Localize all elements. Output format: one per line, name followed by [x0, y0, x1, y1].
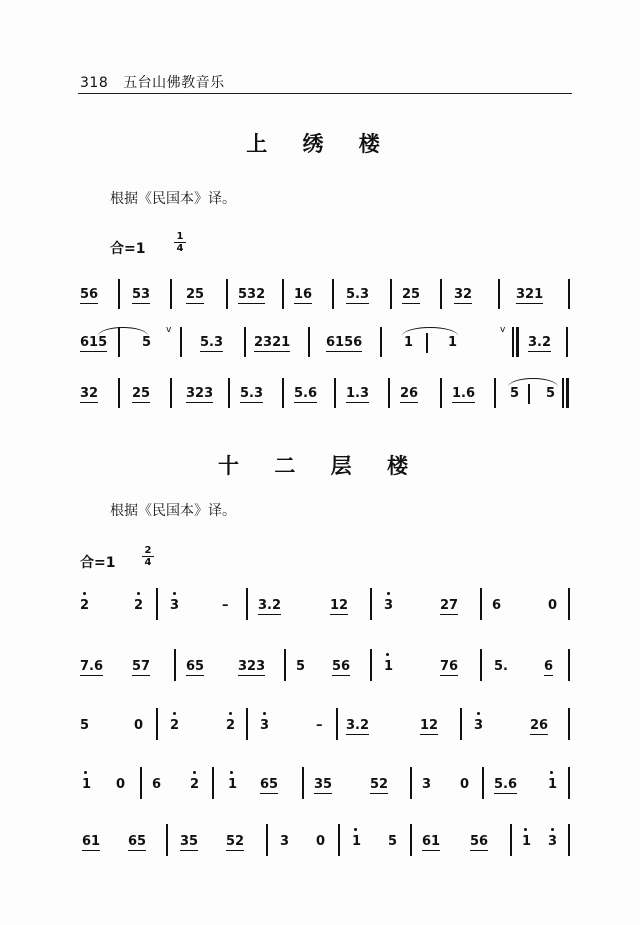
note-group: 52	[226, 834, 245, 849]
score-line	[0, 325, 640, 365]
note: 2	[134, 598, 144, 613]
piece-title: 十 二 层 楼	[218, 454, 422, 478]
barline	[170, 279, 172, 309]
time-signature	[142, 546, 154, 568]
note-group: 321	[516, 287, 544, 302]
barline	[410, 824, 412, 856]
note: 2	[170, 718, 180, 733]
barline	[480, 649, 482, 681]
note-group: 1.6	[452, 386, 476, 401]
barline	[266, 824, 268, 856]
note: 3	[280, 834, 290, 849]
octave-dot	[551, 828, 554, 831]
octave-dot	[354, 828, 357, 831]
note: 2	[190, 777, 200, 792]
end-repeat-barline	[566, 378, 569, 408]
repeat-barline	[516, 327, 519, 357]
barline	[568, 588, 570, 620]
note-group: 56	[80, 287, 99, 302]
time-signature-denominator: 4	[176, 243, 184, 254]
note: 1	[228, 777, 238, 792]
header-rule	[78, 93, 572, 94]
note-group: 3.2	[346, 718, 370, 733]
time-signature-denominator: 4	[144, 557, 152, 568]
note-group: 56	[470, 834, 489, 849]
score-line	[0, 777, 640, 807]
barline	[460, 708, 462, 740]
octave-dot	[477, 712, 480, 715]
note: 1	[352, 834, 362, 849]
note-group: 3.2	[528, 335, 552, 350]
score-line	[0, 287, 640, 317]
barline	[482, 767, 484, 799]
barline	[568, 767, 570, 799]
note-group: 5.6	[494, 777, 518, 792]
barline	[336, 708, 338, 740]
note-group: 32	[454, 287, 473, 302]
barline	[568, 649, 570, 681]
octave-dot	[193, 771, 196, 774]
dash: –	[316, 718, 323, 733]
barline	[388, 378, 390, 408]
note: 1	[384, 659, 394, 674]
note-group: 25	[402, 287, 421, 302]
note-group: 61	[82, 834, 101, 849]
barline	[170, 378, 172, 408]
book-title: 五台山佛教音乐	[123, 75, 225, 91]
note-group: 7.6	[80, 659, 104, 674]
barline	[390, 279, 392, 309]
time-signature	[174, 232, 186, 254]
octave-dot	[550, 771, 553, 774]
barline	[334, 378, 336, 408]
barline	[156, 588, 158, 620]
barline	[510, 824, 512, 856]
note: 5.	[494, 659, 508, 674]
note-group: 25	[132, 386, 151, 401]
barline	[440, 279, 442, 309]
time-signature-numerator: 1	[174, 232, 186, 243]
note: 1	[404, 335, 414, 350]
note: 5	[142, 335, 152, 350]
octave-dot	[137, 592, 140, 595]
note: 5	[296, 659, 306, 674]
note-group: 16	[294, 287, 313, 302]
barline	[118, 327, 120, 357]
note: 3	[474, 718, 484, 733]
barline	[226, 279, 228, 309]
note-group: 615	[80, 335, 108, 350]
barline	[568, 824, 570, 856]
barline	[338, 824, 340, 856]
barline	[370, 649, 372, 681]
source-note: 根据《民国本》译。	[110, 191, 236, 207]
barline	[308, 327, 310, 357]
note: 0	[316, 834, 326, 849]
barline	[246, 708, 248, 740]
note: 2	[226, 718, 236, 733]
barline	[494, 378, 496, 408]
barline	[118, 279, 120, 309]
barline	[480, 588, 482, 620]
barline	[246, 588, 248, 620]
note-group: 5.3	[200, 335, 224, 350]
barline	[284, 649, 286, 681]
barline	[174, 649, 176, 681]
note-group: 35	[314, 777, 333, 792]
note-group: 76	[440, 659, 459, 674]
barline	[228, 378, 230, 408]
note-group: 26	[400, 386, 419, 401]
barline	[302, 767, 304, 799]
piece-title: 上 绣 楼	[246, 132, 394, 156]
octave-dot	[387, 592, 390, 595]
page-number: 318	[80, 75, 109, 91]
octave-dot	[84, 771, 87, 774]
note-group: 6156	[326, 335, 363, 350]
note-group: 3.2	[258, 598, 282, 613]
note: 0	[134, 718, 144, 733]
dash: –	[222, 598, 229, 613]
note: 1	[448, 335, 458, 350]
running-header	[80, 72, 225, 92]
note-group: 12	[420, 718, 439, 733]
note: 6	[492, 598, 502, 613]
barline	[332, 279, 334, 309]
note-group: 2321	[254, 335, 291, 350]
time-signature-numerator: 2	[142, 546, 154, 557]
barline	[498, 279, 500, 309]
note-group: 5.3	[240, 386, 264, 401]
score-line	[0, 718, 640, 748]
note: 1	[548, 777, 558, 792]
score-line	[0, 659, 640, 689]
octave-dot	[524, 828, 527, 831]
octave-dot	[173, 712, 176, 715]
octave-dot	[83, 592, 86, 595]
note-group: 56	[332, 659, 351, 674]
note-group: 6	[544, 659, 554, 674]
octave-dot	[229, 712, 232, 715]
note: 3	[384, 598, 394, 613]
note: 1	[82, 777, 92, 792]
note-group: 323	[238, 659, 266, 674]
barline	[528, 384, 530, 404]
note-group: 27	[440, 598, 459, 613]
note-group: 26	[530, 718, 549, 733]
barline	[568, 279, 570, 309]
note-group: 53	[132, 287, 151, 302]
note-group: 1.3	[346, 386, 370, 401]
note-group: 25	[186, 287, 205, 302]
slur	[98, 327, 148, 336]
note-group: 5.3	[346, 287, 370, 302]
barline	[140, 767, 142, 799]
octave-dot	[263, 712, 266, 715]
score-line	[0, 386, 640, 416]
note: 5	[388, 834, 398, 849]
note-group: 61	[422, 834, 441, 849]
score-line	[0, 598, 640, 628]
note-group: 532	[238, 287, 266, 302]
note: 1	[522, 834, 532, 849]
note-group: 65	[186, 659, 205, 674]
note-group: 5.6	[294, 386, 318, 401]
barline	[282, 279, 284, 309]
note: 0	[460, 777, 470, 792]
barline	[118, 378, 120, 408]
barline	[166, 824, 168, 856]
barline	[244, 327, 246, 357]
barline	[410, 767, 412, 799]
barline	[568, 708, 570, 740]
breath-mark: v	[166, 325, 172, 335]
note-group: 323	[186, 386, 214, 401]
barline	[212, 767, 214, 799]
source-note: 根据《民国本》译。	[110, 503, 236, 519]
note-group: 35	[180, 834, 199, 849]
note-group: 32	[80, 386, 99, 401]
note: 5	[80, 718, 90, 733]
note: 0	[116, 777, 126, 792]
barline	[156, 708, 158, 740]
barline	[180, 327, 182, 357]
breath-mark: v	[500, 325, 506, 335]
barline	[380, 327, 382, 357]
note: 3	[548, 834, 558, 849]
barline	[426, 333, 428, 353]
note: 0	[548, 598, 558, 613]
barline	[566, 327, 568, 357]
key-signature: 合=1	[110, 241, 146, 257]
barline	[512, 327, 514, 357]
note: 6	[152, 777, 162, 792]
note: 2	[80, 598, 90, 613]
note: 3	[260, 718, 270, 733]
note-group: 65	[128, 834, 147, 849]
note: 3	[170, 598, 180, 613]
score-line	[0, 834, 640, 864]
note: 5	[546, 386, 556, 401]
key-signature: 合=1	[80, 555, 116, 571]
note: 3	[422, 777, 432, 792]
note-group: 52	[370, 777, 389, 792]
octave-dot	[230, 771, 233, 774]
note-group: 12	[330, 598, 349, 613]
barline	[562, 378, 564, 408]
note-group: 65	[260, 777, 279, 792]
note: 5	[510, 386, 520, 401]
barline	[370, 588, 372, 620]
barline	[440, 378, 442, 408]
note-group: 57	[132, 659, 151, 674]
octave-dot	[173, 592, 176, 595]
octave-dot	[386, 653, 389, 656]
barline	[282, 378, 284, 408]
